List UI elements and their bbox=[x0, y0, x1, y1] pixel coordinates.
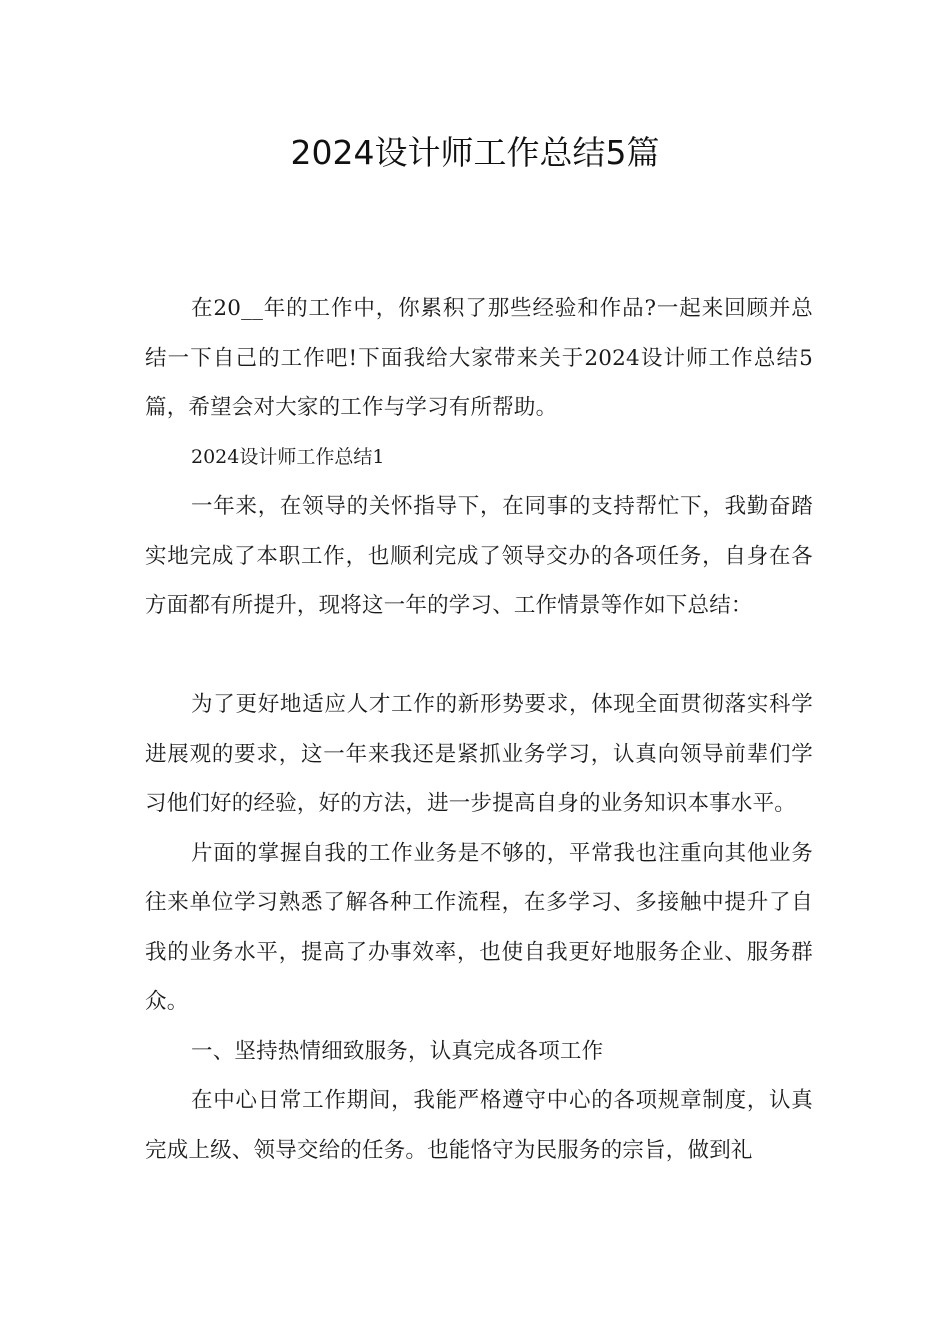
paragraph-daily-work: 在中心日常工作期间，我能严格遵守中心的各项规章制度，认真完成上级、领导交给的任务。也能恪守为民服务的宗旨，做到礼 bbox=[145, 1088, 813, 1163]
paragraph-study: 为了更好地适应人才工作的新形势要求，体现全面贯彻落实科学进展观的要求，这一年来我还是紧抓业务学习，认真向领导前辈们学习他们好的经验，好的方法，进一步提高自身的业务知识本事水平。 bbox=[145, 692, 813, 816]
paragraph-business: 片面的掌握自我的工作业务是不够的，平常我也注重向其他业务往来单位学习熟悉了解各种工作流程，在多学习、多接触中提升了自我的业务水平，提高了办事效率，也使自我更好地服务企业、服务群众。 bbox=[145, 840, 813, 1014]
subheading-service: 一、坚持热情细致服务，认真完成各项工作 bbox=[191, 1038, 604, 1064]
document-body bbox=[145, 284, 813, 1175]
document-title: 2024设计师工作总结5篇 bbox=[290, 133, 660, 172]
intro-paragraph: 在20__年的工作中，你累积了那些经验和作品?一起来回顾并总结一下自己的工作吧!下面我给大家带来关于2024设计师工作总结5篇，希望会对大家的工作与学习有所帮助。 bbox=[145, 296, 813, 420]
section-heading-1: 2024设计师工作总结1 bbox=[191, 445, 385, 468]
paragraph-summary-opening: 一年来，在领导的关怀指导下，在同事的支持帮忙下，我勤奋踏实地完成了本职工作，也顺利完成了领导交办的各项任务，自身在各方面都有所提升，现将这一年的学习、工作情景等作如下总结： bbox=[145, 494, 813, 618]
blank-line bbox=[145, 631, 813, 681]
